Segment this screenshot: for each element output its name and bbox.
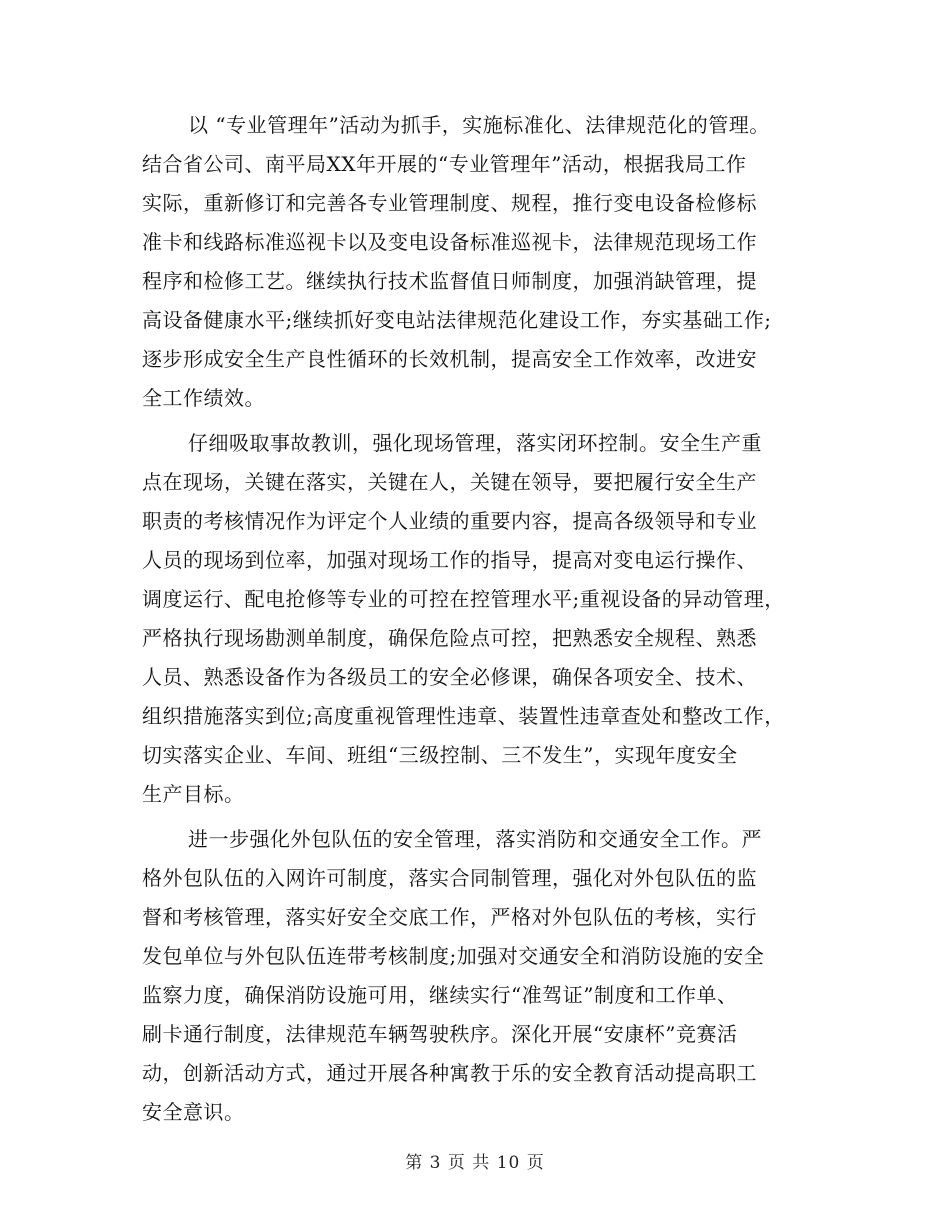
paragraph-line: 调度运行、配电抢修等专业的可控在控管理水平;重视设备的异动管理，	[142, 587, 785, 611]
paragraph-line: 严格执行现场勘测单制度，确保危险点可控，把熟悉安全规程、熟悉	[142, 626, 757, 650]
paragraph-line: 安全意识。	[142, 1100, 245, 1124]
paragraph-line: 仔细吸取事故教训，强化现场管理，落实闭环控制。安全生产重	[188, 431, 762, 455]
paragraph-line: 结合省公司、南平局XX年开展的“专业管理年”活动，根据我局工作	[142, 152, 747, 176]
paragraph-line: 督和考核管理，落实好安全交底工作，严格对外包队伍的考核，实行	[142, 905, 757, 929]
paragraph-line: 实际，重新修订和完善各专业管理制度、规程，推行变电设备检修标	[142, 191, 757, 215]
paragraph-line: 职责的考核情况作为评定个人业绩的重要内容，提高各级领导和专业	[142, 509, 757, 533]
page-number-footer: 第 3 页 共 10 页	[405, 1153, 545, 1173]
paragraph-line: 发包单位与外包队伍连带考核制度;加强对交通安全和消防设施的安全	[142, 944, 765, 968]
paragraph-line: 切实落实企业、车间、班组“三级控制、三不发生”，实现年度安全	[142, 743, 738, 767]
paragraph-2	[142, 424, 832, 814]
paragraph-line: 格外包队伍的入网许可制度，落实合同制管理，强化对外包队伍的监	[142, 866, 757, 890]
paragraph-1	[142, 106, 832, 418]
paragraph-line: 进一步强化外包队伍的安全管理，落实消防和交通安全工作。严	[188, 827, 762, 851]
paragraph-line: 动，创新活动方式，通过开展各种寓教于乐的安全教育活动提高职工	[142, 1061, 757, 1085]
paragraph-line: 逐步形成安全生产良性循环的长效机制，提高安全工作效率，改进安	[142, 347, 757, 371]
document-body	[142, 106, 832, 1138]
paragraph-line: 组织措施落实到位;高度重视管理性违章、装置性违章查处和整改工作，	[142, 704, 785, 728]
paragraph-line: 程序和检修工艺。继续执行技术监督值日师制度，加强消缺管理，提	[142, 269, 757, 293]
paragraph-line: 以 “专业管理年”活动为抓手，实施标准化、法律规范化的管理。	[188, 113, 770, 137]
paragraph-line: 人员、熟悉设备作为各级员工的安全必修课，确保各项安全、技术、	[142, 665, 757, 689]
paragraph-line: 全工作绩效。	[142, 386, 265, 410]
paragraph-line: 生产目标。	[142, 782, 245, 806]
paragraph-line: 监察力度，确保消防设施可用，继续实行“准驾证”制度和工作单、	[142, 983, 738, 1007]
paragraph-3	[142, 820, 832, 1132]
paragraph-line: 准卡和线路标准巡视卡以及变电设备标准巡视卡，法律规范现场工作	[142, 230, 757, 254]
paragraph-line: 高设备健康水平;继续抓好变电站法律规范化建设工作，夯实基础工作;	[142, 308, 772, 332]
paragraph-line: 点在现场，关键在落实，关键在人，关键在领导，要把履行安全生产	[142, 470, 757, 494]
paragraph-line: 人员的现场到位率，加强对现场工作的指导，提高对变电运行操作、	[142, 548, 757, 572]
paragraph-line: 刷卡通行制度，法律规范车辆驾驶秩序。深化开展“安康杯”竞赛活	[142, 1022, 738, 1046]
